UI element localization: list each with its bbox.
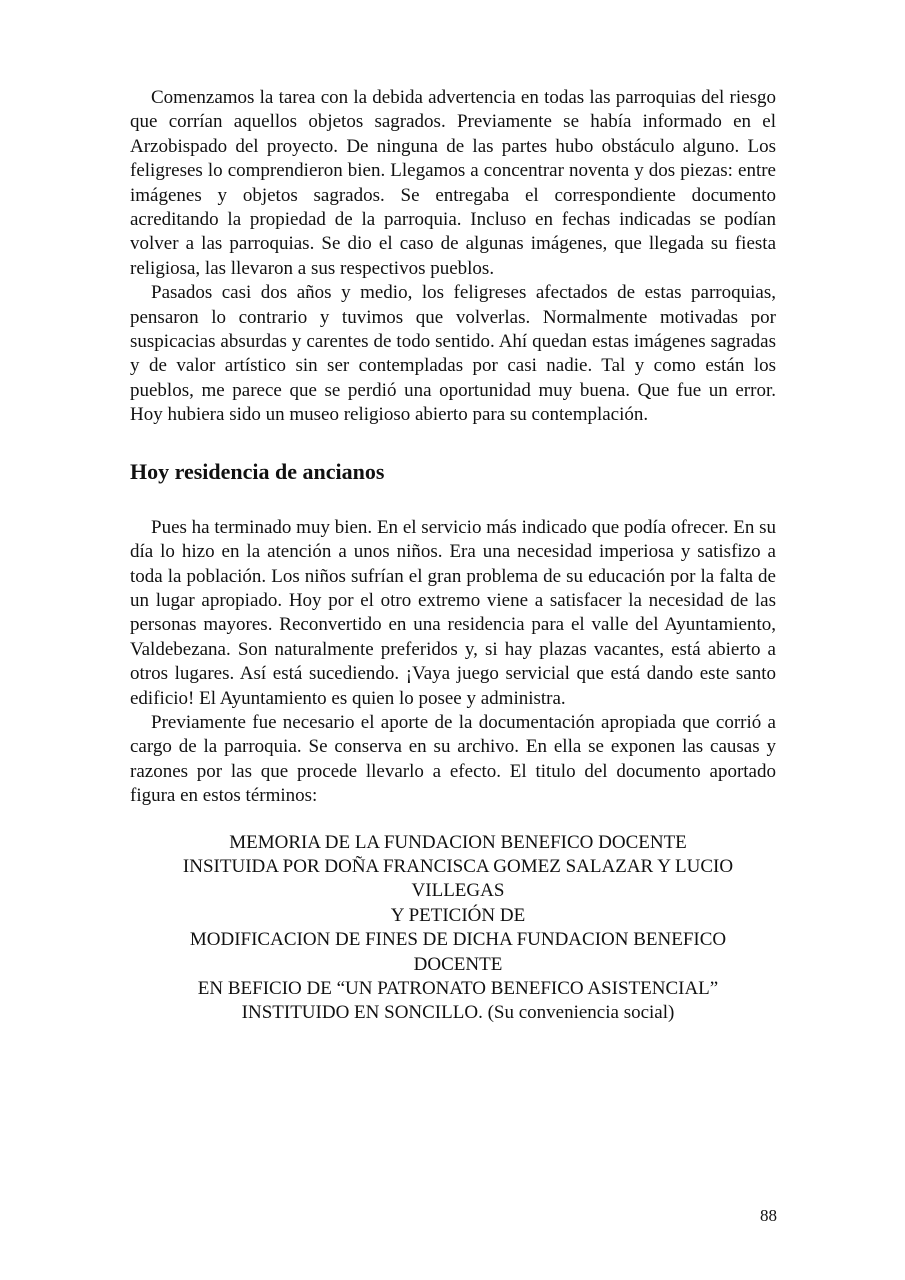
section-body [130, 516, 776, 809]
memoria-line: EN BEFICIO DE “UN PATRONATO BENEFICO ASISTENCIAL” [197, 978, 719, 999]
paragraph-previamente: Previamente fue necesario el aporte de la documentación apropiada que corrió a cargo de la parroquia. Se conserva en su archivo. En ella se exponen las causas y razones por las que procede llevarlo a efecto. El titulo del documento aportado figura en estos términos: [130, 711, 776, 807]
page-body [130, 86, 776, 1026]
page-number: 88 [760, 1206, 777, 1225]
paragraph-pasados: Pasados casi dos años y medio, los feligreses afectados de estas parroquias, pensaron lo contrario y tuvimos que volverlas. Normalmente motivadas por suspicacias absurdas y carentes de todo sentido. Ahí quedan estas imágenes sagradas y de valor artístico sin ser contempladas por casi nadie. Tal y como están los pueblos, me parece que se perdió una oportunidad muy buena. Que fue un error. Hoy hubiera sido un museo religioso abierto para su contemplación. [130, 282, 776, 426]
memoria-title-block [125, 831, 791, 1026]
memoria-line: INSITUIDA POR DOÑA FRANCISCA GOMEZ SALAZAR Y LUCIO VILLEGAS [182, 855, 734, 902]
section-heading: Hoy residencia de ancianos [130, 458, 385, 484]
paragraph-pues: Pues ha terminado muy bien. En el servicio más indicado que podía ofrecer. En su día lo hizo en la atención a unos niños. Era una necesidad imperiosa y satisfizo a toda la población. Los niños sufrían el gran problema de su educación por la falta de un lugar apropiado. Hoy por el otro extremo viene a satisfacer la necesidad de las personas mayores. Reconvertido en una residencia para el valle del Ayuntamiento, Valdebezana. Son naturalmente preferidos y, si hay plazas vacantes, está abierto a otros lugares. Así está sucediendo. ¡Vaya juego servicial que está dando este santo edificio! El Ayuntamiento es quien lo posee y administra. [130, 516, 776, 709]
memoria-line: Y PETICIÓN DE [390, 904, 526, 926]
paragraph-comenzamos: Comenzamos la tarea con la debida advertencia en todas las parroquias del riesgo que corrían aquellos objetos sagrados. Previamente se había informado en el Arzobispado del proyecto. De ninguna de las partes hubo obstáculo alguno. Los feligreses lo comprendieron bien. Llegamos a concentrar noventa y dos piezas: entre imágenes y objetos sagrados. Se entregaba el correspondiente documento acreditando la propiedad de la parroquia. Incluso en fechas indicadas se podían volver a las parroquias. Se dio el caso de algunas imágenes, que llegada su fiesta religiosa, las llevaron a sus respectivos pueblos. [130, 87, 776, 279]
memoria-line: MEMORIA DE LA FUNDACION BENEFICO DOCENTE [229, 831, 687, 853]
memoria-line: MODIFICACION DE FINES DE DICHA FUNDACION BENEFICO DOCENTE [189, 929, 727, 975]
memoria-line: INSTITUIDO EN SONCILLO. (Su conveniencia social) [241, 1002, 675, 1024]
